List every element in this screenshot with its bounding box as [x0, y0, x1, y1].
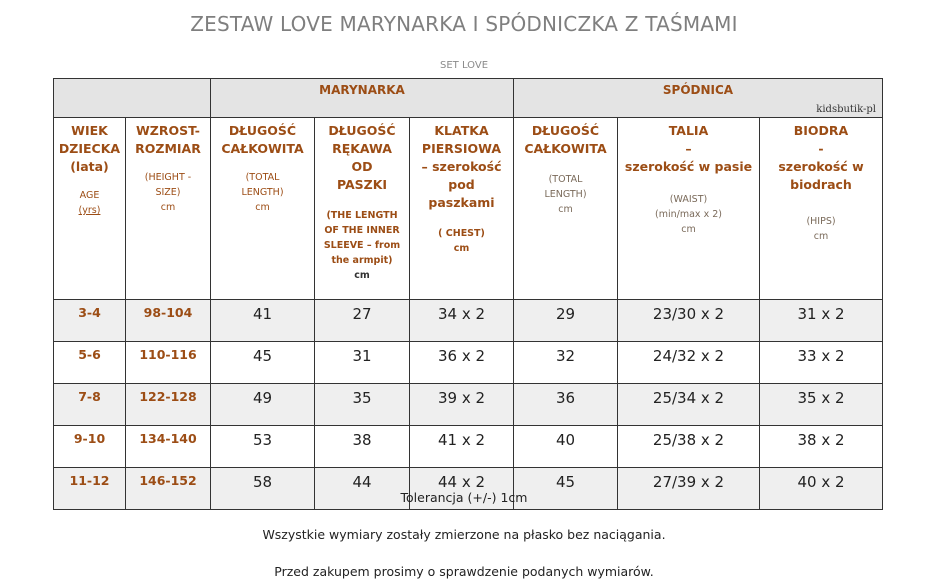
- cell-jacket-length: 41: [211, 300, 315, 342]
- table-row: [54, 342, 883, 384]
- col-header-sleeve: [315, 118, 410, 300]
- cell-sleeve: 38: [315, 426, 410, 468]
- col-header-subtext: (WAIST): [669, 194, 708, 205]
- cell-chest: 44 x 2: [410, 468, 514, 510]
- check-note: Przed zakupem prosimy o sprawdzenie podanych wymiarów.: [274, 564, 654, 579]
- col-header-text: (lata): [70, 159, 109, 174]
- col-header-text: –: [685, 141, 692, 156]
- measurement-note: Wszystkie wymiary zostały zmierzone na płasko bez naciągania.: [262, 527, 666, 542]
- cell-age: 7-8: [54, 384, 126, 426]
- col-header-text: paszkami: [428, 195, 495, 210]
- cell-height: 122-128: [126, 384, 211, 426]
- col-header-subtext: cm: [160, 202, 176, 213]
- col-header-subtext: cm: [558, 204, 573, 215]
- col-header-chest: [410, 118, 514, 300]
- cell-sleeve: 27: [315, 300, 410, 342]
- cell-chest: 36 x 2: [410, 342, 514, 384]
- group-header-jacket: [211, 79, 514, 118]
- cell-jacket-length: 45: [211, 342, 315, 384]
- cell-age: 9-10: [54, 426, 126, 468]
- col-header-subtext: (min/max x 2): [655, 209, 722, 220]
- cell-skirt-length: 29: [514, 300, 618, 342]
- watermark-text: kidsbutik-pl: [816, 104, 876, 115]
- table-row: [54, 300, 883, 342]
- col-header-text: szerokość w: [778, 159, 864, 174]
- col-header-text: szerokość w pasie: [624, 159, 753, 174]
- group-header-skirt: [514, 79, 883, 118]
- col-header-text: PIERSIOWA: [421, 141, 502, 156]
- cell-waist: 23/30 x 2: [618, 300, 760, 342]
- col-header-hips: [760, 118, 883, 300]
- cell-hips: 33 x 2: [760, 342, 883, 384]
- col-header-text: ROZMIAR: [135, 141, 201, 156]
- cell-hips: 38 x 2: [760, 426, 883, 468]
- col-header-subtext: (HIPS): [806, 216, 836, 227]
- cell-sleeve: 44: [315, 468, 410, 510]
- cell-hips: 40 x 2: [760, 468, 883, 510]
- col-header-text: DŁUGOŚĆ: [228, 123, 297, 138]
- cell-height: 98-104: [126, 300, 211, 342]
- col-header-text: KLATKA: [434, 123, 489, 138]
- cell-waist: 24/32 x 2: [618, 342, 760, 384]
- group-header-row: [54, 79, 883, 118]
- col-header-skirt-length: [514, 118, 618, 300]
- col-header-text: DŁUGOŚĆ: [328, 123, 396, 138]
- col-header-text: DZIECKA: [58, 141, 121, 156]
- col-header-subtext: (TOTAL: [548, 174, 583, 185]
- cell-skirt-length: 40: [514, 426, 618, 468]
- cell-height: 110-116: [126, 342, 211, 384]
- col-header-text: TALIA: [668, 123, 709, 138]
- col-header-jacket-length: [211, 118, 315, 300]
- col-header-age: [54, 118, 126, 300]
- size-table: [53, 78, 883, 510]
- col-header-text: CAŁKOWITA: [524, 141, 607, 156]
- col-header-text: CAŁKOWITA: [221, 141, 304, 156]
- col-header-subtext: (TOTAL: [245, 172, 280, 183]
- col-header-text: biodrach: [790, 177, 852, 192]
- col-header-text: WIEK: [71, 123, 108, 138]
- cell-chest: 39 x 2: [410, 384, 514, 426]
- cell-age: 5-6: [54, 342, 126, 384]
- col-header-text: WZROST-: [136, 123, 200, 138]
- cell-skirt-length: 45: [514, 468, 618, 510]
- col-header-subtext: AGE: [79, 190, 100, 201]
- col-header-text: BIODRA: [793, 123, 849, 138]
- col-header-text: OD: [351, 159, 373, 174]
- col-header-subtext: LENGTH): [544, 189, 587, 200]
- cell-waist: 25/38 x 2: [618, 426, 760, 468]
- col-header-subtext: (HEIGHT -: [144, 172, 192, 183]
- cell-height: 134-140: [126, 426, 211, 468]
- col-header-text: PASZKI: [336, 177, 388, 192]
- page-subtitle: SET LOVE: [439, 60, 489, 71]
- blank-header-cell: [54, 79, 211, 118]
- cell-jacket-length: 58: [211, 468, 315, 510]
- cell-sleeve: 31: [315, 342, 410, 384]
- col-header-subtext: cm: [255, 202, 270, 213]
- col-header-text: pod: [448, 177, 475, 192]
- col-header-subtext: OF THE INNER: [324, 225, 400, 236]
- col-header-text: – szerokość: [421, 159, 502, 174]
- col-header-subtext: ( CHEST): [438, 228, 485, 239]
- cell-age: 3-4: [54, 300, 126, 342]
- col-header-subtext: SLEEVE – from: [323, 240, 401, 251]
- table-row: [54, 426, 883, 468]
- col-header-subtext: cm: [354, 270, 370, 281]
- cell-height: 146-152: [126, 468, 211, 510]
- col-header-subtext: cm: [453, 243, 470, 254]
- col-header-height: [126, 118, 211, 300]
- col-header-subtext: the armpit): [331, 255, 393, 266]
- cell-age: 11-12: [54, 468, 126, 510]
- col-header-subtext: LENGTH): [241, 187, 284, 198]
- cell-jacket-length: 49: [211, 384, 315, 426]
- tolerance-note: Tolerancja (+/-) 1cm: [400, 490, 528, 505]
- cell-skirt-length: 36: [514, 384, 618, 426]
- group-label-jacket: MARYNARKA: [319, 83, 405, 97]
- col-header-subtext: cm: [681, 224, 696, 235]
- col-header-subtext: SIZE): [155, 187, 181, 198]
- col-header-subtext: cm: [813, 231, 829, 242]
- page-title: ZESTAW LOVE MARYNARKA I SPÓDNICZKA Z TAŚMAMI: [190, 12, 738, 36]
- cell-sleeve: 35: [315, 384, 410, 426]
- col-header-text: DŁUGOŚĆ: [531, 123, 600, 138]
- cell-hips: 31 x 2: [760, 300, 883, 342]
- col-header-text: RĘKAWA: [332, 141, 392, 156]
- cell-hips: 35 x 2: [760, 384, 883, 426]
- col-header-text: -: [818, 141, 824, 156]
- cell-skirt-length: 32: [514, 342, 618, 384]
- column-header-row: [54, 118, 883, 300]
- cell-chest: 41 x 2: [410, 426, 514, 468]
- cell-chest: 34 x 2: [410, 300, 514, 342]
- cell-jacket-length: 53: [211, 426, 315, 468]
- cell-waist: 27/39 x 2: [618, 468, 760, 510]
- col-header-waist: [618, 118, 760, 300]
- col-header-subtext: (yrs): [78, 205, 101, 216]
- group-label-skirt: SPÓDNICA: [662, 83, 734, 97]
- cell-waist: 25/34 x 2: [618, 384, 760, 426]
- col-header-subtext: (THE LENGTH: [326, 210, 398, 221]
- table-row: [54, 384, 883, 426]
